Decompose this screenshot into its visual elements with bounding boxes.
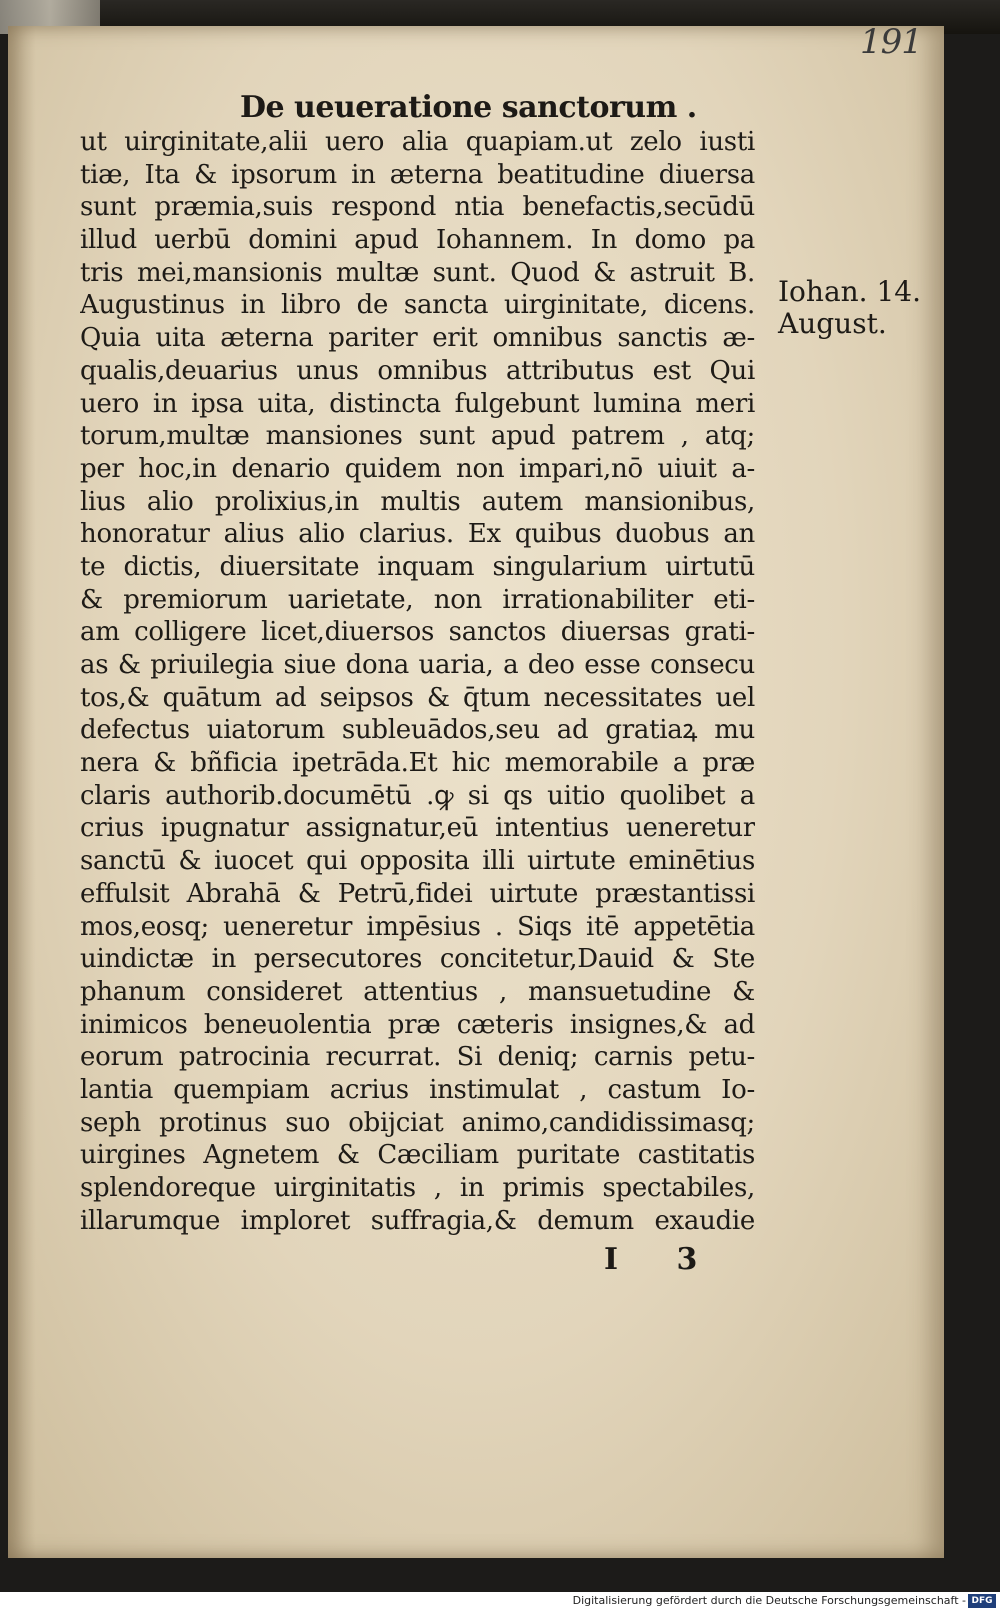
text-line: crius ipugnatur assignatur,eū intentius ueneretur: [80, 813, 755, 844]
text-line: sanctū & iuocet qui opposita illi uirtute eminētius: [80, 846, 755, 877]
text-line: ut uirginitate,alii uero alia quapiam.ut zelo iusti: [80, 127, 755, 157]
text-line: per hoc,in denario quidem non impari,nō uiuit a-: [80, 453, 755, 484]
text-line: honoratur alius alio clarius. Ex quibus duobus an: [80, 519, 755, 550]
text-line: uirgines Agnetem & Cæciliam puritate castitatis: [80, 1140, 755, 1171]
text-line: sunt præmia,suis respond ntia benefactis,secūdū: [80, 192, 755, 223]
text-line: qualis,deuarius unus omnibus attributus est Qui: [80, 355, 755, 386]
running-head: De ueueratione sanctorum .: [240, 90, 697, 125]
text-line: claris authorib.documētū .ꝙ si qs uitio quolibet a: [80, 780, 755, 811]
text-line: te dictis, diuersitate inquam singularium uirtutū: [80, 551, 755, 582]
text-line: phanum consideret attentius , mansuetudine &: [80, 976, 755, 1007]
text-line: mos,eosq; ueneretur impēsius . Siqs itē appetētia: [80, 911, 755, 942]
text-line: lantia quempiam acrius instimulat , castum Io-: [80, 1074, 755, 1105]
text-line: tos,& quātum ad seipsos & q̄tum necessitates uel: [80, 682, 755, 713]
text-line: & premiorum uarietate, non irrationabiliter eti-: [80, 584, 755, 615]
text-line: am colligere licet,diuersos sanctos diuersas grati-: [80, 617, 755, 648]
text-line: eorum patrocinia recurrat. Si deniq; carnis petu-: [80, 1042, 755, 1073]
text-line: tiæ, Ita & ipsorum in æterna beatitudine diuersa: [80, 159, 755, 190]
text-line: Augustinus in libro de sancta uirginitate, dicens.: [80, 290, 755, 321]
text-line: torum,multæ mansiones sunt apud patrem , atq;: [80, 421, 755, 452]
text-line: uero in ipsa uita, distincta fulgebunt lumina meri: [80, 388, 755, 419]
text-line: Quia uita æterna pariter erit omnibus sanctis æ-: [80, 323, 755, 354]
text-line: inimicos beneuolentia præ cæteris insignes,& ad: [80, 1009, 755, 1040]
text-line: defectus uiatorum subleuādos,seu ad gratiaꝝ mu: [80, 715, 755, 746]
text-line: illarumque imploret suffragia,& demum exaudie: [80, 1205, 755, 1236]
text-line: effulsit Abrahā & Petrū,fidei uirtute præstantissi: [80, 878, 755, 909]
text-line: nera & bñficia ipetrāda.Et hic memorabile a præ: [80, 748, 755, 779]
text-line: seph protinus suo obijciat animo,candidissimasq;: [80, 1107, 755, 1138]
text-line: lius alio prolixius,in multis autem mansionibus,: [80, 486, 755, 517]
text-line: as & priuilegia siue dona uaria, a deo esse consecu: [80, 650, 755, 680]
folio-number: 191: [860, 22, 922, 62]
body-text: [80, 126, 755, 1237]
signature-mark: I 3: [604, 1242, 722, 1277]
footer-credit: Digitalisierung gefördert durch die Deutsche Forschungsgemeinschaft -: [572, 1594, 966, 1607]
text-line: splendoreque uirginitatis , in primis spectabiles,: [80, 1173, 755, 1203]
text-line: uindictæ in persecutores concitetur,Dauid & Ste: [80, 944, 755, 975]
text-line: tris mei,mansionis multæ sunt. Quod & astruit B.: [80, 257, 755, 288]
dfg-logo-icon: DFG: [968, 1594, 996, 1608]
margin-note-august: August.: [778, 307, 887, 340]
text-line: illud uerbū domini apud Iohannem. In domo pa: [80, 225, 755, 256]
page-gutter-shadow: [8, 26, 36, 1558]
margin-note-iohan: Iohan. 14.: [778, 275, 922, 308]
